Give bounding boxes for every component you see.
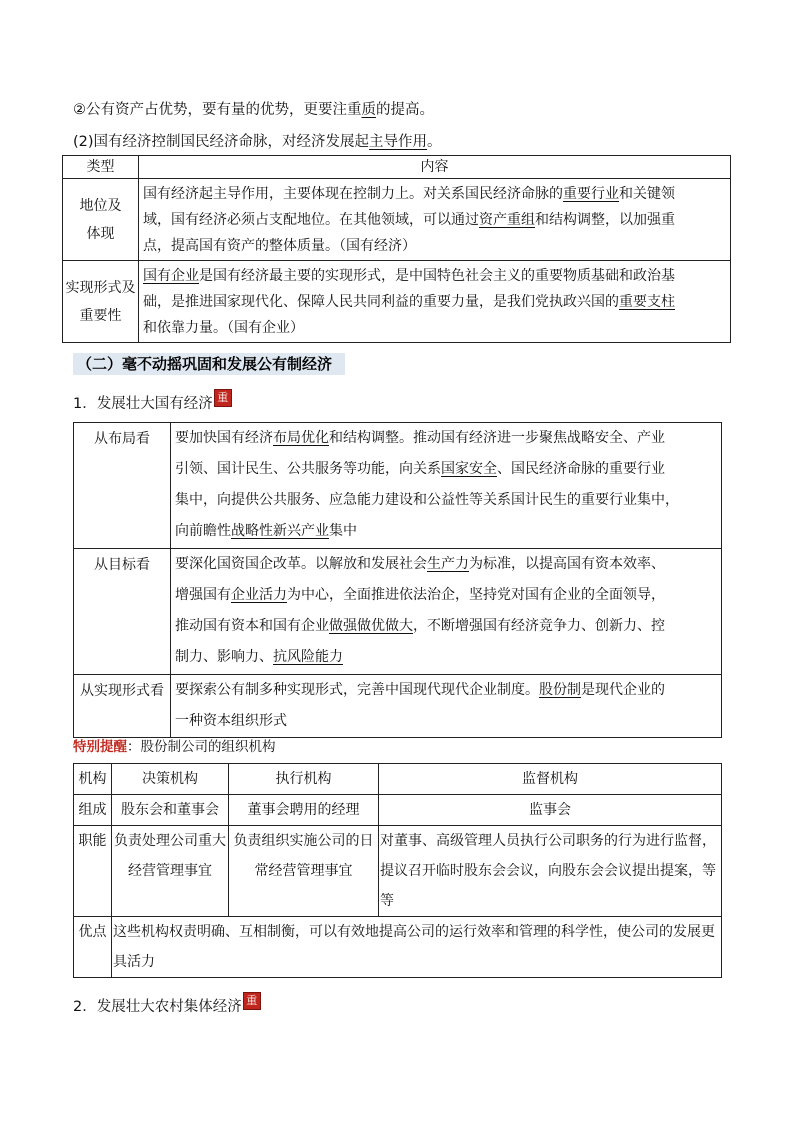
header-supervise: 监督机构 bbox=[379, 764, 722, 795]
text-span: 和关键领 bbox=[619, 186, 675, 202]
heading-text: 1．发展壮大国有经济 bbox=[73, 396, 213, 412]
reminder-label: 特别提醒 bbox=[73, 739, 127, 755]
cell-exec: 董事会聘用的经理 bbox=[229, 795, 379, 826]
text-span: ②公有资产占优势，要有量的优势，更要注重 bbox=[73, 102, 362, 118]
text-span: 和结构调整，以加强重 bbox=[535, 212, 675, 228]
table-header-row bbox=[63, 156, 731, 179]
row-content bbox=[171, 549, 722, 675]
underlined-term: 质 bbox=[361, 102, 376, 118]
underlined-term: 企业活力 bbox=[231, 587, 287, 603]
label-line: 体现 bbox=[86, 225, 115, 242]
row-label: 组成 bbox=[74, 795, 112, 826]
cell-decision bbox=[112, 826, 229, 917]
underlined-term: 国家安全 bbox=[441, 461, 497, 477]
heading-state-economy bbox=[73, 393, 232, 415]
content-line bbox=[175, 423, 717, 454]
heading-text: 2．发展壮大农村集体经济 bbox=[73, 999, 242, 1015]
cell-line: 负责组织实施公司的日 bbox=[233, 833, 374, 849]
text-span: 集中，向提供公共服务、应急能力建设和公益性等关系国计民生的重要行业集中， bbox=[175, 492, 679, 508]
header-type: 类型 bbox=[63, 156, 139, 179]
text-span: 引领、国计民生、公共服务等功能，向关系 bbox=[175, 461, 441, 477]
table-develop-state-economy bbox=[73, 422, 722, 738]
cell-exec bbox=[229, 826, 379, 917]
key-point-badge: 重 bbox=[243, 992, 261, 1010]
header-org: 机构 bbox=[74, 764, 112, 795]
text-span: 是现代企业的 bbox=[581, 682, 665, 698]
table-row bbox=[74, 917, 722, 978]
content-line bbox=[143, 263, 726, 289]
cell-line: 提议召开临时股东会会议，向股东会会议提出提案，等 bbox=[380, 863, 716, 879]
row-content bbox=[171, 423, 722, 549]
table-state-economy bbox=[62, 155, 731, 343]
cell-line: 负责处理公司重大 bbox=[114, 833, 226, 849]
content-line bbox=[143, 181, 726, 207]
cell-line: 这些机构权责明确、互相制衡，可以有效地提高公司的运行效率和管理的科学性，使公司的发展更 bbox=[113, 924, 715, 940]
text-span: 一种资本组织形式 bbox=[175, 713, 287, 729]
table-company-organization bbox=[73, 763, 722, 978]
label-line: 地位及 bbox=[79, 197, 122, 214]
intro-point-2 bbox=[73, 99, 434, 121]
underlined-term: 重要支柱 bbox=[619, 294, 675, 310]
content-line bbox=[175, 580, 717, 611]
table-row bbox=[74, 675, 722, 738]
underlined-term: 国有企业 bbox=[143, 268, 199, 284]
text-span: 向前瞻性 bbox=[175, 523, 231, 539]
underlined-term: 主导作用 bbox=[369, 134, 428, 150]
header-decision: 决策机构 bbox=[112, 764, 229, 795]
underlined-term: 战略性新兴产业 bbox=[231, 523, 329, 539]
heading-collective-economy bbox=[73, 996, 261, 1018]
cell-line: 具活力 bbox=[113, 954, 155, 970]
cell-line: 常经营管理事宜 bbox=[254, 863, 353, 879]
cell-decision: 股东会和董事会 bbox=[112, 795, 229, 826]
content-line bbox=[175, 706, 717, 737]
text-span: 点，提高国有资产的整体质量。（国有经济） bbox=[143, 238, 416, 254]
text-span: 和依靠力量。（国有企业） bbox=[143, 320, 304, 336]
underlined-term: 做强做优做大 bbox=[329, 618, 413, 634]
text-span: 的提高。 bbox=[376, 102, 434, 118]
underlined-term: 生产力 bbox=[427, 556, 469, 572]
intro-point-b bbox=[73, 131, 442, 153]
table-header-row bbox=[74, 764, 722, 795]
row-content bbox=[171, 675, 722, 738]
content-line bbox=[143, 289, 726, 315]
row-content bbox=[139, 179, 731, 261]
content-line bbox=[143, 207, 726, 233]
text-span: 、国民经济命脉的重要行业 bbox=[497, 461, 665, 477]
row-content bbox=[139, 261, 731, 343]
table-row bbox=[74, 826, 722, 917]
text-span: (2)国有经济控制国民经济命脉，对经济发展起 bbox=[73, 134, 370, 150]
row-label: 从实现形式看 bbox=[74, 675, 171, 738]
table-row bbox=[74, 423, 722, 549]
content-line bbox=[175, 611, 717, 642]
header-exec: 执行机构 bbox=[229, 764, 379, 795]
cell-supervise: 监事会 bbox=[379, 795, 722, 826]
cell-line: 等 bbox=[380, 893, 394, 909]
table-row bbox=[74, 795, 722, 826]
text-span: 国有经济起主导作用，主要体现在控制力上。对关系国民经济命脉的 bbox=[143, 186, 563, 202]
text-span: 。 bbox=[427, 134, 442, 150]
cell-merit bbox=[112, 917, 722, 978]
text-span: 集中 bbox=[329, 523, 357, 539]
text-span: 要探索公有制多种实现形式，完善中国现代现代企业制度。 bbox=[175, 682, 539, 698]
table-row bbox=[63, 261, 731, 343]
text-span: 是国有经济最主要的实现形式，是中国特色社会主义的重要物质基础和政治基 bbox=[199, 268, 675, 284]
text-span: 为中心，全面推进依法治企，坚持党对国有企业的全面领导， bbox=[287, 587, 665, 603]
text-span: 推动国有资本和国有企业 bbox=[175, 618, 329, 634]
section-heading bbox=[73, 353, 345, 375]
table-row bbox=[63, 179, 731, 261]
row-label: 从目标看 bbox=[74, 549, 171, 675]
text-span: ，不断增强国有经济竞争力、创新力、控 bbox=[413, 618, 665, 634]
row-label bbox=[63, 179, 139, 261]
text-span: 域，国有经济必须占支配地位。在其他领域，可以通过 bbox=[143, 212, 479, 228]
content-line bbox=[175, 642, 717, 673]
row-label: 从布局看 bbox=[74, 423, 171, 549]
underlined-term: 资产重组 bbox=[479, 212, 535, 228]
content-line bbox=[175, 516, 717, 547]
label-line: 实现形式及 bbox=[65, 279, 136, 296]
underlined-term: 重要行业 bbox=[563, 186, 619, 202]
cell-supervise bbox=[379, 826, 722, 917]
content-line bbox=[175, 454, 717, 485]
row-label: 职能 bbox=[74, 826, 112, 917]
text-span: 要深化国资国企改革。以解放和发展社会 bbox=[175, 556, 427, 572]
label-line: 重要性 bbox=[79, 307, 122, 324]
reminder-text: ：股份制公司的组织机构 bbox=[127, 739, 276, 755]
underlined-term: 股份制 bbox=[539, 682, 581, 698]
text-span: 和结构调整。推动国有经济进一步聚焦战略安全、产业 bbox=[329, 430, 665, 446]
underlined-term: 抗风险能力 bbox=[273, 649, 343, 665]
text-span: 础，是推进国家现代化、保障人民共同利益的重要力量，是我们党执政兴国的 bbox=[143, 294, 619, 310]
underlined-term: 布局优化 bbox=[273, 430, 329, 446]
text-span: 为标准，以提高国有资本效率、 bbox=[469, 556, 665, 572]
table-row bbox=[74, 549, 722, 675]
cell-line: 对董事、高级管理人员执行公司职务的行为进行监督， bbox=[380, 833, 716, 849]
content-line bbox=[143, 233, 726, 259]
key-point-badge: 重 bbox=[214, 389, 232, 407]
content-line bbox=[175, 549, 717, 580]
content-line bbox=[175, 485, 717, 516]
header-content: 内容 bbox=[139, 156, 731, 179]
text-span: 制力、影响力、 bbox=[175, 649, 273, 665]
row-label bbox=[63, 261, 139, 343]
special-reminder bbox=[73, 736, 276, 758]
content-line bbox=[143, 315, 726, 341]
cell-line: 经营管理事宜 bbox=[128, 863, 212, 879]
row-label: 优点 bbox=[74, 917, 112, 978]
content-line bbox=[175, 675, 717, 706]
text-span: 增强国有 bbox=[175, 587, 231, 603]
text-span: 要加快国有经济 bbox=[175, 430, 273, 446]
section-title: （二）毫不动摇巩固和发展公有制经济 bbox=[77, 355, 333, 373]
